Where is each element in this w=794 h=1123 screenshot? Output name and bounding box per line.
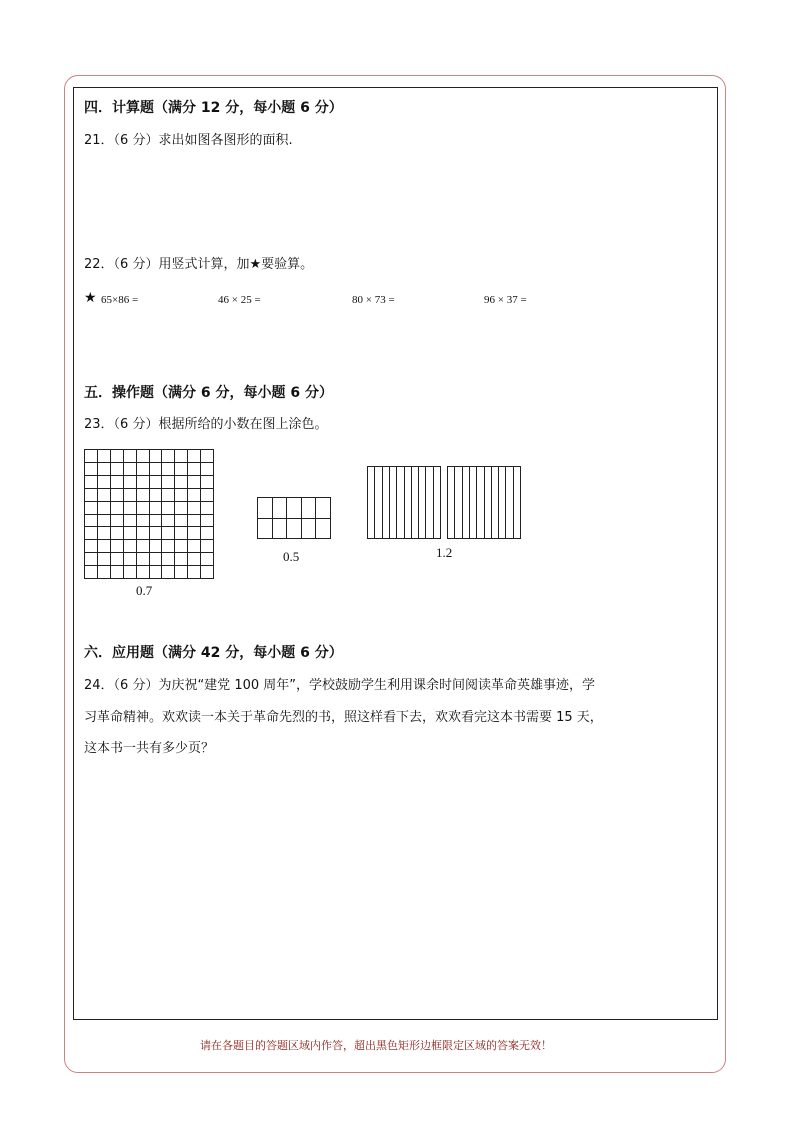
star-icon: ★ xyxy=(84,290,97,306)
grid-10x10[interactable] xyxy=(84,449,214,579)
strip-block-1[interactable] xyxy=(367,466,441,539)
question-21: 21．（6 分）求出如图各图形的面积. xyxy=(84,133,293,148)
question-22: 22．（6 分）用竖式计算，加★要验算。 xyxy=(84,257,314,272)
expression-2: 46 × 25 = xyxy=(218,294,261,306)
grid-2x5[interactable] xyxy=(257,497,331,539)
footer-warning: 请在各题目的答题区域内作答，超出黑色矩形边框限定区域的答案无效！ xyxy=(200,1039,552,1052)
strip-blocks-label: 1.2 xyxy=(436,545,453,560)
expression-1: 65×86 = xyxy=(101,294,139,306)
section-5-heading: 五．操作题（满分 6 分，每小题 6 分） xyxy=(84,385,333,401)
grid-2x5-label: 0.5 xyxy=(283,549,300,564)
question-24-line-1: 24．（6 分）为庆祝“建党 100 周年”，学校鼓励学生利用课余时间阅读革命英雄事迹，学 xyxy=(84,678,595,693)
section-4-heading: 四．计算题（满分 12 分，每小题 6 分） xyxy=(84,100,343,116)
grid-10x10-label: 0.7 xyxy=(136,583,153,598)
expression-4: 96 × 37 = xyxy=(484,294,527,306)
section-6-heading: 六．应用题（满分 42 分，每小题 6 分） xyxy=(84,645,343,661)
question-24-line-2: 习革命精神。欢欢读一本关于革命先烈的书，照这样看下去，欢欢看完这本书需要 15 天， xyxy=(84,710,603,725)
strip-block-2[interactable] xyxy=(447,466,521,539)
expression-3: 80 × 73 = xyxy=(352,294,395,306)
question-24-line-3: 这本书一共有多少页？ xyxy=(84,741,215,756)
question-23: 23．（6 分）根据所给的小数在图上涂色。 xyxy=(84,417,328,432)
